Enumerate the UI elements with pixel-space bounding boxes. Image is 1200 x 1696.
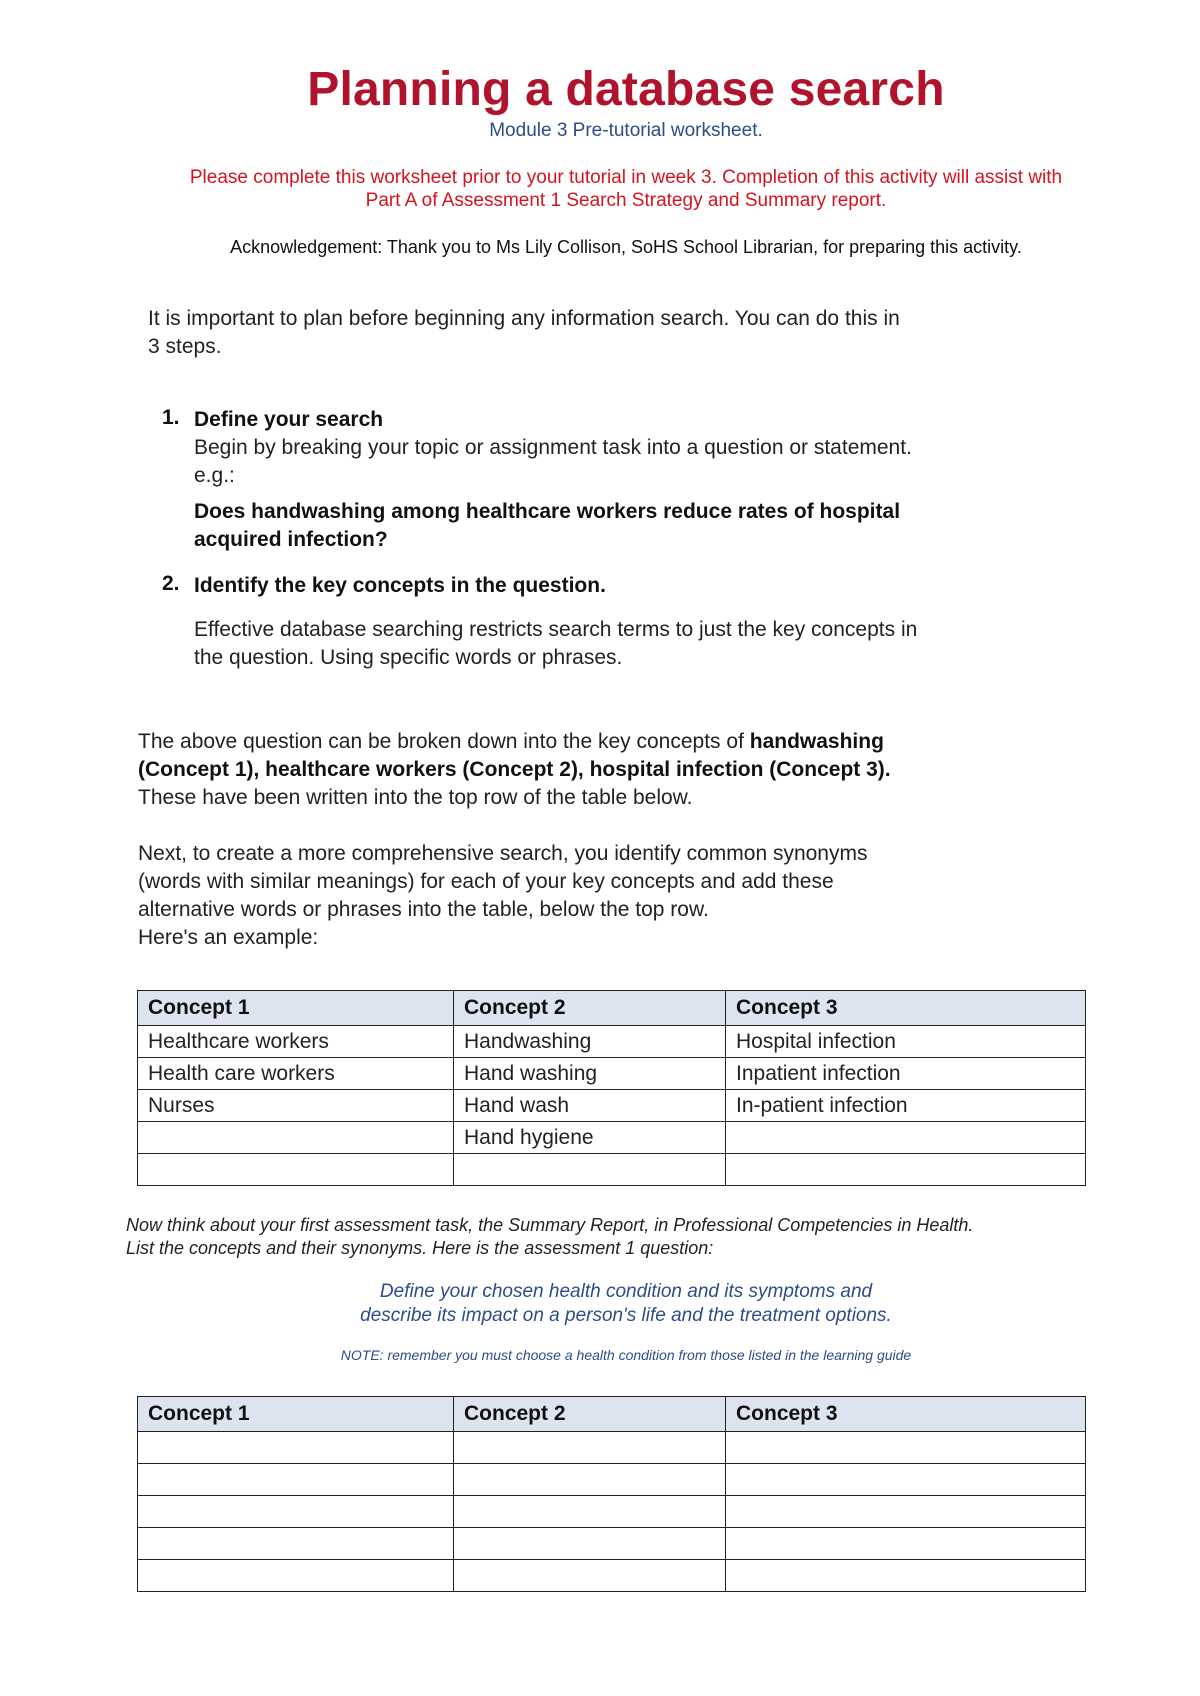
step-1-example-line-2: acquired infection?	[194, 528, 388, 551]
table-row	[138, 1090, 1086, 1122]
step-2-text-line-1: Effective database searching restricts search terms to just the key concepts in	[194, 618, 918, 641]
table-cell[interactable]	[726, 1432, 1086, 1464]
assessment-note-line-2: List the concepts and their synonyms. Here is the assessment 1 question:	[126, 1238, 714, 1258]
table-cell[interactable]	[138, 1528, 454, 1560]
example-concept-table	[137, 990, 1086, 1186]
synonyms-paragraph	[138, 840, 1098, 952]
concepts-prefix: The above question can be broken down into the key concepts of	[138, 730, 750, 753]
concepts-bold-1: handwashing	[749, 730, 884, 753]
step-1-text-line-2: e.g.:	[194, 464, 235, 487]
table-header-row	[138, 991, 1086, 1026]
table-row	[138, 1528, 1086, 1560]
concepts-bold-2: (Concept 1), healthcare workers (Concept 2), hospital infection (Concept 3).	[138, 758, 891, 781]
table-cell[interactable]	[138, 1432, 454, 1464]
table-cell[interactable]	[138, 1496, 454, 1528]
synonyms-line-4: Here's an example:	[138, 926, 319, 949]
table-cell[interactable]	[138, 1560, 454, 1592]
table-cell: Inpatient infection	[726, 1058, 1086, 1090]
step-1-heading: Define your search	[194, 408, 384, 431]
page-subtitle: Module 3 Pre-tutorial worksheet.	[489, 120, 763, 141]
intro-line-2: 3 steps.	[148, 335, 222, 358]
table-cell: In-patient infection	[726, 1090, 1086, 1122]
page-title: Planning a database search	[307, 63, 945, 116]
step-2-number: 2.	[162, 572, 180, 595]
assessment-instructions	[126, 1214, 1126, 1260]
table-header: Concept 2	[454, 1397, 726, 1432]
table-cell	[454, 1154, 726, 1186]
table-row	[138, 1560, 1086, 1592]
table-cell: Hand washing	[454, 1058, 726, 1090]
synonyms-line-2: (words with similar meanings) for each of your key concepts and add these	[138, 870, 834, 893]
table-cell[interactable]	[726, 1560, 1086, 1592]
table-cell: Handwashing	[454, 1026, 726, 1058]
table-row	[138, 1026, 1086, 1058]
step-1-number: 1.	[162, 406, 180, 429]
assessment-question-line-2: describe its impact on a person's life and the treatment options.	[360, 1305, 892, 1326]
table-row	[138, 1154, 1086, 1186]
table-cell	[726, 1154, 1086, 1186]
assessment-question-line-1: Define your chosen health condition and its symptoms and	[379, 1281, 873, 1302]
table-cell[interactable]	[726, 1528, 1086, 1560]
table-cell[interactable]	[454, 1560, 726, 1592]
notice-line-2: Part A of Assessment 1 Search Strategy and Summary report.	[365, 190, 887, 211]
table-row	[138, 1496, 1086, 1528]
completion-notice	[120, 166, 1132, 212]
table-cell[interactable]	[454, 1432, 726, 1464]
table-cell: Nurses	[138, 1090, 454, 1122]
table-row	[138, 1432, 1086, 1464]
step-2-text-line-2: the question. Using specific words or phrases.	[194, 646, 623, 669]
table-cell: Health care workers	[138, 1058, 454, 1090]
step-1-example-line-1: Does handwashing among healthcare workers reduce rates of hospital	[194, 500, 901, 523]
table-cell[interactable]	[454, 1528, 726, 1560]
step-1-text-line-1: Begin by breaking your topic or assignment task into a question or statement.	[194, 436, 912, 459]
synonyms-line-3: alternative words or phrases into the table, below the top row.	[138, 898, 709, 921]
assessment-note-line-1: Now think about your first assessment task, the Summary Report, in Professional Competencies in Health.	[126, 1215, 974, 1235]
table-header: Concept 1	[138, 1397, 454, 1432]
table-cell[interactable]	[454, 1464, 726, 1496]
step-1	[194, 406, 1094, 554]
table-cell	[138, 1154, 454, 1186]
table-cell: Healthcare workers	[138, 1026, 454, 1058]
table-cell: Hand wash	[454, 1090, 726, 1122]
table-cell[interactable]	[138, 1464, 454, 1496]
table-cell[interactable]	[726, 1496, 1086, 1528]
table-cell	[138, 1122, 454, 1154]
learning-guide-note: NOTE: remember you must choose a health condition from those listed in the learning guide	[340, 1347, 912, 1363]
intro-line-1: It is important to plan before beginning any information search. You can do this in	[148, 307, 900, 330]
notice-line-1: Please complete this worksheet prior to your tutorial in week 3. Completion of this activity will assist with	[189, 167, 1063, 188]
table-row	[138, 1464, 1086, 1496]
blank-concept-table	[137, 1396, 1086, 1592]
table-cell[interactable]	[454, 1496, 726, 1528]
concepts-paragraph	[138, 728, 1098, 812]
intro-paragraph	[148, 305, 1048, 361]
synonyms-line-1: Next, to create a more comprehensive search, you identify common synonyms	[138, 842, 868, 865]
table-cell	[726, 1122, 1086, 1154]
step-2	[194, 572, 1094, 672]
table-header: Concept 2	[454, 991, 726, 1026]
table-cell: Hospital infection	[726, 1026, 1086, 1058]
table-row	[138, 1058, 1086, 1090]
table-header: Concept 1	[138, 991, 454, 1026]
table-row	[138, 1122, 1086, 1154]
concepts-line-3: These have been written into the top row of the table below.	[138, 786, 693, 809]
step-2-heading: Identify the key concepts in the question.	[194, 574, 606, 597]
table-cell[interactable]	[726, 1464, 1086, 1496]
assessment-question	[120, 1280, 1132, 1328]
acknowledgement: Acknowledgement: Thank you to Ms Lily Collison, SoHS School Librarian, for preparing this activity.	[230, 237, 1022, 257]
table-header: Concept 3	[726, 1397, 1086, 1432]
table-header-row	[138, 1397, 1086, 1432]
table-cell: Hand hygiene	[454, 1122, 726, 1154]
table-header: Concept 3	[726, 991, 1086, 1026]
